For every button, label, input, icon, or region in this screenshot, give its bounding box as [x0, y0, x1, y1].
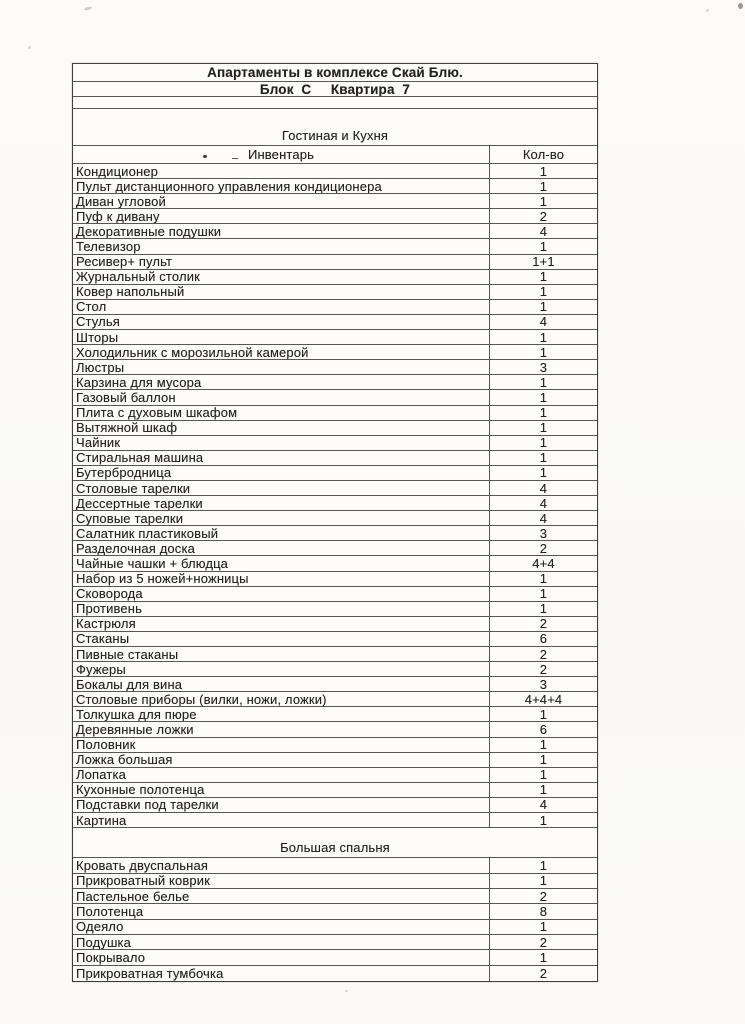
item-name: Стиральная машина — [76, 450, 204, 465]
table-row — [73, 285, 597, 300]
item-quantity: 4 — [489, 496, 597, 510]
item-quantity: 8 — [489, 904, 597, 918]
item-quantity: 1 — [489, 285, 597, 299]
item-name: Пульт дистанционного управления кондиционера — [76, 179, 382, 194]
item-quantity: 3 — [489, 360, 597, 374]
item-quantity: 1 — [489, 345, 597, 359]
section-title-row — [73, 109, 597, 146]
table-row — [73, 935, 597, 950]
item-name: Шторы — [76, 330, 119, 345]
table-row — [73, 481, 597, 496]
table-row — [73, 966, 597, 981]
table-row — [73, 950, 597, 965]
item-name: Столовые приборы (вилки, ножи, ложки) — [76, 692, 327, 707]
table-row — [73, 858, 597, 873]
item-quantity: 1 — [489, 602, 597, 616]
item-name: Декоративные подушки — [76, 224, 222, 239]
item-name: Люстры — [76, 360, 125, 375]
item-quantity: 1 — [489, 707, 597, 721]
scan-speck — [84, 6, 93, 11]
item-name: Картина — [76, 813, 127, 828]
item-quantity: 1 — [489, 572, 597, 586]
table-row — [73, 602, 597, 617]
item-name: Деревянные ложки — [76, 722, 194, 737]
item-name: Стол — [76, 299, 107, 314]
table-row — [73, 572, 597, 587]
item-quantity: 1 — [489, 330, 597, 344]
scan-speck — [232, 158, 238, 159]
item-quantity: 1 — [489, 390, 597, 404]
item-name: Кухонные полотенца — [76, 782, 205, 797]
item-name: Столовые тарелки — [76, 480, 191, 496]
item-quantity: 2 — [489, 617, 597, 631]
item-name: Телевизор — [76, 239, 141, 254]
item-quantity: 2 — [489, 647, 597, 661]
item-name: Сковорода — [76, 586, 143, 601]
table-row — [73, 617, 597, 632]
item-quantity: 1 — [489, 587, 597, 601]
item-name: Ресивер+ пульт — [76, 254, 173, 269]
table-row — [73, 556, 597, 571]
item-name: Вытяжной шкаф — [76, 420, 178, 435]
table-row — [73, 270, 597, 285]
table-row — [73, 707, 597, 722]
table-row — [73, 390, 597, 405]
item-name: Подставки под тарелки — [76, 797, 219, 813]
item-quantity: 1 — [489, 753, 597, 767]
item-name: Толкушка для пюре — [76, 707, 197, 722]
item-quantity: 2 — [489, 209, 597, 223]
item-quantity: 4 — [489, 511, 597, 525]
inventory-table — [72, 63, 598, 982]
item-name: Разделочная доска — [76, 541, 195, 556]
item-quantity: 1 — [489, 194, 597, 208]
table-row — [73, 224, 597, 239]
item-quantity: 6 — [489, 632, 597, 646]
scan-speck — [738, 3, 743, 9]
section-title: Гостиная и Кухня — [281, 128, 389, 143]
table-row — [73, 239, 597, 254]
table-row — [73, 375, 597, 390]
item-quantity: 4+4 — [489, 556, 597, 570]
item-name: Кровать двуспальная — [76, 858, 209, 873]
item-quantity: 1 — [489, 270, 597, 284]
item-quantity: 1+1 — [489, 255, 597, 269]
item-quantity: 1 — [489, 239, 597, 253]
item-name: Бутербродница — [76, 465, 172, 480]
section-title-row — [73, 828, 597, 858]
table-row — [73, 904, 597, 919]
table-row — [73, 920, 597, 935]
item-name: Кондиционер — [76, 164, 159, 179]
item-name: Салатник пластиковый — [76, 526, 219, 541]
table-row — [73, 345, 597, 360]
item-name: Диван угловой — [76, 194, 166, 209]
table-row — [73, 496, 597, 511]
item-name: Прикроватная тумбочка — [76, 966, 224, 982]
item-name: Пастельное белье — [76, 888, 190, 904]
empty-row — [73, 97, 597, 109]
scan-speck — [203, 155, 207, 158]
table-row — [73, 632, 597, 647]
scan-speck — [706, 9, 709, 12]
item-quantity: 6 — [489, 722, 597, 736]
item-quantity: 2 — [489, 966, 597, 981]
item-name: Стулья — [76, 314, 121, 330]
item-quantity: 1 — [489, 950, 597, 964]
table-row — [73, 813, 597, 828]
table-row — [73, 541, 597, 556]
item-name: Прикроватный коврик — [76, 873, 211, 888]
item-name: Покрывало — [76, 950, 146, 965]
item-quantity: 4 — [489, 481, 597, 495]
item-quantity: 1 — [489, 436, 597, 450]
item-quantity: 2 — [489, 662, 597, 676]
item-quantity: 4 — [489, 315, 597, 329]
item-quantity: 1 — [489, 179, 597, 193]
item-quantity: 1 — [489, 300, 597, 314]
item-quantity: 1 — [489, 858, 597, 872]
table-row — [73, 874, 597, 889]
table-row — [73, 300, 597, 315]
item-quantity: 1 — [489, 783, 597, 797]
item-name: Плита с духовым шкафом — [76, 405, 238, 420]
item-name: Фужеры — [76, 662, 126, 677]
item-name: Пуф к дивану — [76, 209, 160, 224]
item-quantity: 3 — [489, 677, 597, 691]
item-name: Лопатка — [76, 767, 126, 782]
table-row — [73, 798, 597, 813]
item-name: Холодильник с морозильной камерой — [76, 345, 309, 360]
table-row — [73, 360, 597, 375]
item-quantity: 1 — [489, 920, 597, 934]
section-title: Большая спальня — [280, 840, 390, 856]
table-row — [73, 753, 597, 768]
table-row — [73, 662, 597, 677]
item-name: Суповые тарелки — [76, 511, 184, 526]
item-quantity: 1 — [489, 813, 597, 827]
table-row — [73, 722, 597, 737]
item-quantity: 1 — [489, 768, 597, 782]
document-title: Апартаменты в комплексе Скай Блю. — [73, 64, 597, 82]
document-subtitle: Блок С Квартира 7 — [73, 82, 597, 97]
item-quantity: 1 — [489, 406, 597, 420]
inventory-column-header: Инвентарь — [247, 147, 315, 162]
item-quantity: 1 — [489, 874, 597, 888]
table-row — [73, 647, 597, 662]
item-quantity: 1 — [489, 164, 597, 178]
item-quantity: 2 — [489, 889, 597, 903]
item-quantity: 1 — [489, 466, 597, 480]
table-row — [73, 179, 597, 194]
table-row — [73, 738, 597, 753]
table-row — [73, 511, 597, 526]
item-quantity: 2 — [489, 935, 597, 949]
scan-speck — [28, 46, 31, 49]
table-row — [73, 692, 597, 707]
item-quantity: 3 — [489, 526, 597, 540]
item-quantity: 4+4+4 — [489, 692, 597, 706]
item-name: Чайные чашки + блюдца — [76, 556, 229, 571]
item-name: Одеяло — [76, 919, 124, 935]
item-quantity: 1 — [489, 738, 597, 752]
table-row — [73, 466, 597, 481]
item-name: Карзина для мусора — [76, 375, 202, 390]
table-row — [73, 587, 597, 602]
table-row — [73, 330, 597, 345]
table-row — [73, 768, 597, 783]
item-name: Бокалы для вина — [76, 677, 183, 692]
item-quantity: 1 — [489, 421, 597, 435]
table-row — [73, 526, 597, 541]
item-name: Стаканы — [76, 631, 130, 646]
table-row — [73, 406, 597, 421]
item-quantity: 4 — [489, 224, 597, 238]
item-name: Подушка — [76, 935, 132, 950]
item-name: Набор из 5 ножей+ножницы — [76, 571, 249, 586]
item-name: Полотенца — [76, 904, 144, 919]
item-name: Противень — [76, 601, 143, 616]
column-header-row — [73, 146, 597, 164]
item-name: Журнальный столик — [76, 269, 200, 284]
item-name: Ковер напольный — [76, 284, 185, 299]
table-row — [73, 209, 597, 224]
item-quantity: 4 — [489, 798, 597, 812]
table-row — [73, 436, 597, 451]
item-quantity: 1 — [489, 451, 597, 465]
table-row — [73, 783, 597, 798]
table-row — [73, 677, 597, 692]
scan-speck — [345, 990, 348, 992]
table-row — [73, 421, 597, 436]
table-row — [73, 315, 597, 330]
item-name: Ложка большая — [76, 752, 173, 767]
table-row — [73, 164, 597, 179]
table-row — [73, 889, 597, 904]
item-name: Газовый баллон — [76, 390, 176, 405]
item-name: Дессертные тарелки — [76, 496, 203, 511]
quantity-column-header: Кол-во — [489, 146, 597, 163]
table-row — [73, 194, 597, 209]
item-name: Чайник — [76, 435, 121, 450]
item-name: Пивные стаканы — [76, 647, 179, 662]
table-row — [73, 255, 597, 270]
item-name: Половник — [76, 737, 136, 752]
table-row — [73, 451, 597, 466]
item-quantity: 1 — [489, 375, 597, 389]
item-name: Кастрюля — [76, 616, 136, 631]
item-quantity: 2 — [489, 541, 597, 555]
